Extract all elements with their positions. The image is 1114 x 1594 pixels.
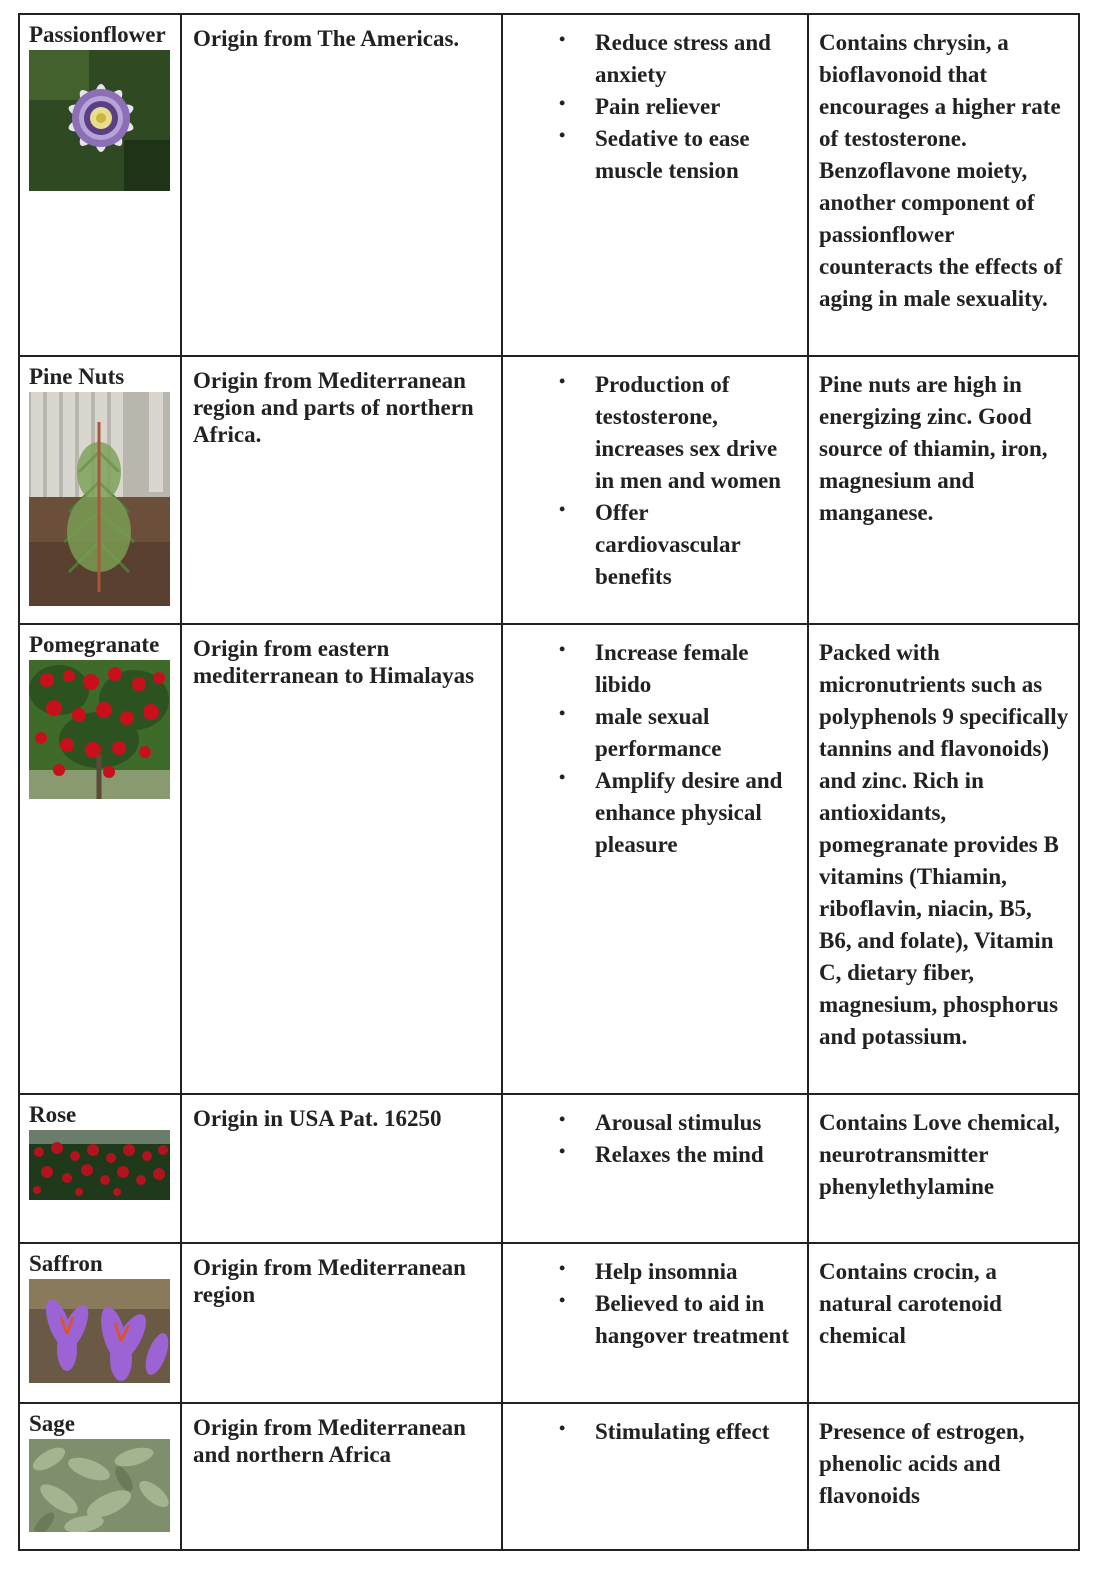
benefits-cell	[502, 356, 808, 624]
table-row	[19, 356, 1079, 624]
table-row	[19, 1094, 1079, 1243]
benefit-item: • Stimulating effect	[503, 1416, 799, 1448]
benefit-item: • Help insomnia	[503, 1256, 799, 1288]
benefit-item: • Arousal stimulus	[503, 1107, 799, 1139]
origin-cell	[181, 1243, 502, 1403]
origin-cell	[181, 1094, 502, 1243]
notes-text: Pine nuts are high in energizing zinc. Good source of thiamin, iron, magnesium and manganese.	[819, 372, 1048, 525]
origin-cell	[181, 356, 502, 624]
herb-cell	[19, 624, 181, 1094]
herb-cell	[19, 1243, 181, 1403]
herb-name: Pomegranate	[29, 632, 160, 657]
benefit-item: • Relaxes the mind	[503, 1139, 799, 1171]
table-row	[19, 14, 1079, 356]
origin-text: Origin from Mediterranean and northern Africa	[193, 1415, 466, 1467]
notes-text: Contains Love chemical, neurotransmitter phenylethylamine	[819, 1110, 1060, 1199]
benefit-item: • Reduce stress and anxiety	[503, 27, 799, 91]
benefit-list	[503, 625, 807, 861]
herb-cell	[19, 14, 181, 356]
benefit-item: • Sedative to ease muscle tension	[503, 123, 799, 187]
notes-text: Packed with micronutrients such as polyphenols 9 specifically tannins and flavonoids) and zinc. Rich in antioxidants, pomegranate provides B vitamins (Thiamin, riboflavin, niacin, B5, B6, and folate), Vitamin C, dietary fiber, magnesium, phosphorus and potassium.	[819, 640, 1069, 1049]
notes-text: Presence of estrogen, phenolic acids and flavonoids	[819, 1419, 1025, 1508]
benefit-item: • Amplify desire and enhance physical pleasure	[503, 765, 799, 861]
herb-name: Passionflower	[29, 22, 166, 47]
benefit-list	[503, 1404, 807, 1448]
notes-cell	[808, 356, 1079, 624]
notes-cell	[808, 1403, 1079, 1550]
benefits-cell	[502, 1094, 808, 1243]
pine-tree-photo	[29, 392, 170, 606]
notes-cell	[808, 14, 1079, 356]
notes-text: Contains crocin, a natural carotenoid chemical	[819, 1259, 1002, 1348]
table-row	[19, 1243, 1079, 1403]
notes-cell	[808, 1243, 1079, 1403]
table-row	[19, 624, 1079, 1094]
benefits-cell	[502, 624, 808, 1094]
origin-text: Origin from Mediterranean region and parts of northern Africa.	[193, 368, 474, 447]
origin-text: Origin from Mediterranean region	[193, 1255, 466, 1307]
origin-text: Origin in USA Pat. 16250	[193, 1106, 442, 1131]
herb-cell	[19, 1403, 181, 1550]
herb-cell	[19, 356, 181, 624]
benefits-cell	[502, 1403, 808, 1550]
herb-name: Rose	[29, 1102, 77, 1127]
notes-text: Contains chrysin, a bioflavonoid that encourages a higher rate of testosterone. Benzoflavone moiety, another component of passionflower counteracts the effects of aging in male sexuality.	[819, 30, 1063, 311]
benefit-item: • Believed to aid in hangover treatment	[503, 1288, 799, 1352]
benefit-list	[503, 1095, 807, 1171]
benefit-list	[503, 357, 807, 593]
herb-name: Saffron	[29, 1251, 103, 1276]
benefit-list	[503, 1244, 807, 1352]
herb-name: Sage	[29, 1411, 75, 1436]
benefit-list	[503, 15, 807, 187]
rose-bush-photo	[29, 1130, 170, 1200]
origin-cell	[181, 624, 502, 1094]
pomegranate-tree-photo	[29, 660, 170, 799]
sage-leaves-photo	[29, 1439, 170, 1532]
table-row	[19, 1403, 1079, 1550]
saffron-crocus-photo	[29, 1279, 170, 1383]
benefit-item: • male sexual performance	[503, 701, 799, 765]
notes-cell	[808, 624, 1079, 1094]
origin-text: Origin from The Americas.	[193, 26, 460, 51]
benefit-item: • Pain reliever	[503, 91, 799, 123]
origin-cell	[181, 14, 502, 356]
benefits-cell	[502, 1243, 808, 1403]
origin-cell	[181, 1403, 502, 1550]
origin-text: Origin from eastern mediterranean to Himalayas	[193, 636, 475, 688]
benefit-item: • Production of testosterone, increases sex drive in men and women	[503, 369, 799, 497]
herb-cell	[19, 1094, 181, 1243]
herb-name: Pine Nuts	[29, 364, 125, 389]
benefit-item: • Offer cardiovascular benefits	[503, 497, 799, 593]
benefits-cell	[502, 14, 808, 356]
herb-table	[18, 13, 1080, 1551]
notes-cell	[808, 1094, 1079, 1243]
benefit-item: • Increase female libido	[503, 637, 799, 701]
passionflower-photo	[29, 50, 170, 191]
